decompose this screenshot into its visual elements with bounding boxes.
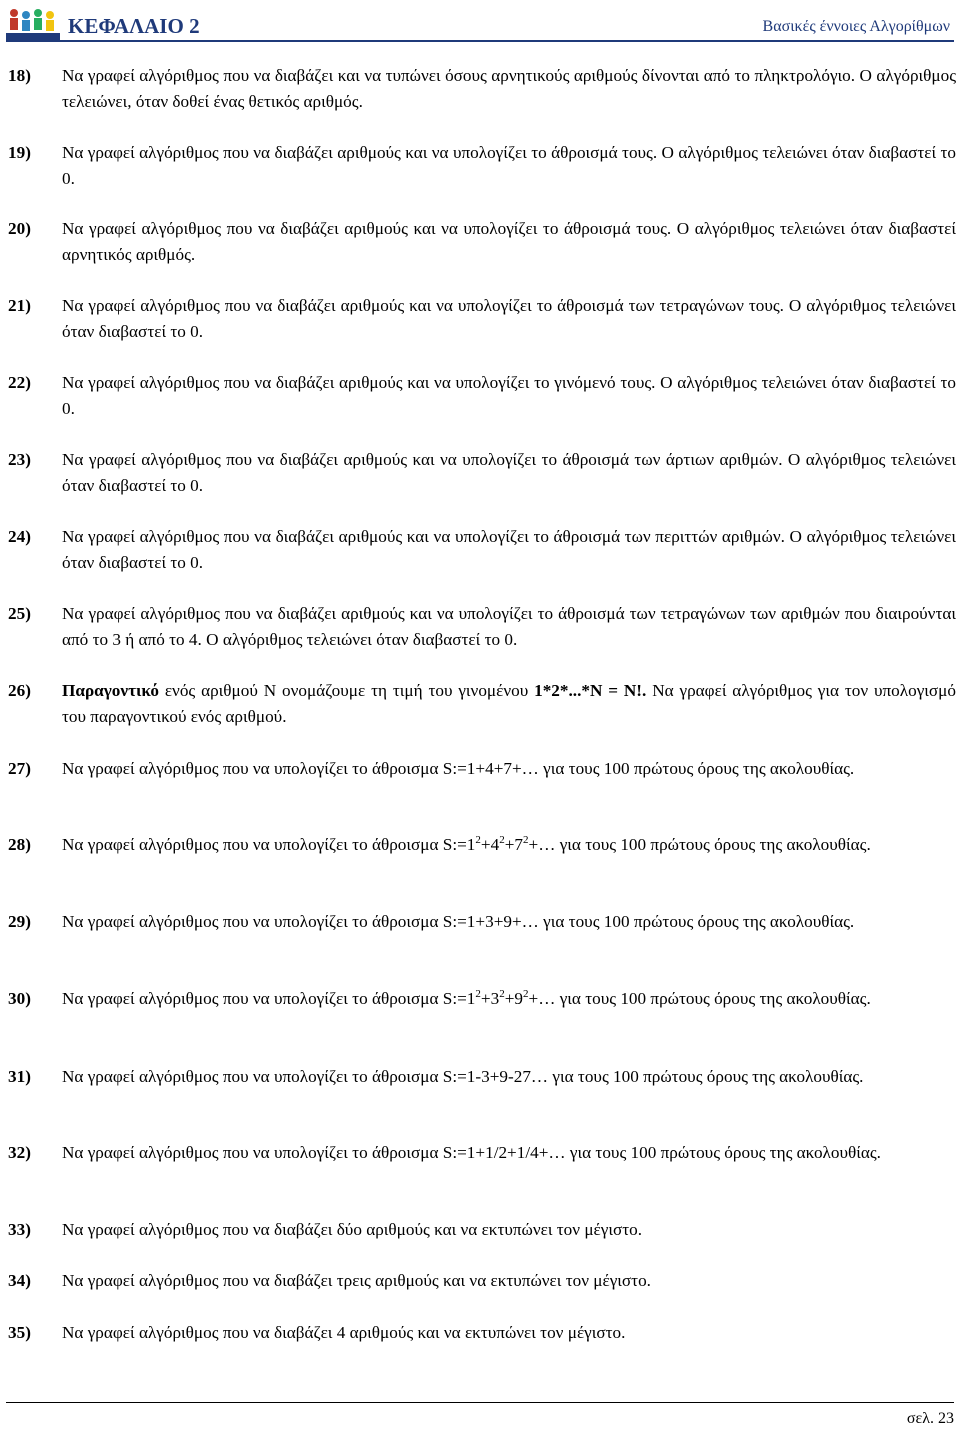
exercise-text: Να γραφεί αλγόριθμος που να διαβάζει αριθμούς και να υπολογίζει το άθροισμά των τετραγώνων των αριθμών που διαιρούνται από το 3 ή από το 4. Ο αλγόριθμος τελειώνει όταν διαβαστεί το 0. (62, 604, 956, 649)
text-part: για τους 100 πρώτους όρους της ακολουθίας. (565, 1143, 881, 1162)
text-part: Να γραφεί αλγόριθμος για τον υπολογισμό του παραγοντικού ενός αριθμού. (62, 681, 956, 726)
text-part: για τους 100 πρώτους όρους της ακολουθίας. (555, 835, 871, 854)
exercise-number: 24) (8, 527, 31, 546)
exercise-number: 27) (8, 759, 31, 778)
exercise-22 (8, 370, 956, 422)
exercise-number: 29) (8, 912, 31, 931)
formula-part: +… (528, 835, 556, 854)
factorial-term: Παραγοντικό (62, 681, 159, 700)
section-title: Βασικές έννοιες Αλγορίθμων (762, 18, 950, 35)
exercise-number: 34) (8, 1271, 31, 1290)
exercise-number: 26) (8, 681, 31, 700)
formula-part: S:=1 (442, 835, 476, 854)
header-rule (6, 40, 954, 42)
text-part: για τους 100 πρώτους όρους της ακολουθίας. (548, 1067, 864, 1086)
series-formula (443, 835, 556, 854)
exercise-number: 20) (8, 219, 31, 238)
text-part: ενός αριθμού Ν ονομάζουμε τη τιμή του γινομένου (158, 681, 535, 700)
formula-part: +… (528, 989, 556, 1008)
exercise-text: Να γραφεί αλγόριθμος που να διαβάζει τρεις αριθμούς και να εκτυπώνει τον μέγιστο. (62, 1271, 651, 1290)
text-part: για τους 100 πρώτους όρους της ακολουθίας. (538, 759, 855, 778)
exercise-text: Να γραφεί αλγόριθμος που να διαβάζει αριθμούς και να υπολογίζει το άθροισμά τους. Ο αλγόριθμος τελειώνει όταν διαβαστεί το 0. (62, 143, 956, 188)
exercise-number: 21) (8, 296, 31, 315)
exercise-text: Να γραφεί αλγόριθμος που να διαβάζει αριθμούς και να υπολογίζει το άθροισμά των περιττών αριθμών. Ο αλγόριθμος τελειώνει όταν διαβαστεί το 0. (62, 527, 956, 572)
exercise-29 (8, 909, 956, 935)
exercise-18 (8, 63, 956, 115)
text-part: Να γραφεί αλγόριθμος που να υπολογίζει το άθροισμα (62, 1067, 443, 1086)
exercise-number: 31) (8, 1067, 31, 1086)
exercise-text (62, 909, 956, 935)
exercise-text: Να γραφεί αλγόριθμος που να διαβάζει αριθμούς και να υπολογίζει το γινόμενό τους. Ο αλγόριθμος τελειώνει όταν διαβαστεί το 0. (62, 373, 956, 418)
exercise-23 (8, 447, 956, 499)
exercise-number: 18) (8, 66, 31, 85)
series-formula (443, 989, 556, 1008)
exercise-number: 28) (8, 835, 31, 854)
text-part: για τους 100 πρώτους όρους της ακολουθίας. (538, 912, 855, 931)
exercise-35 (8, 1320, 956, 1346)
exercise-27 (8, 756, 956, 782)
exercise-number: 25) (8, 604, 31, 623)
text-part: Να γραφεί αλγόριθμος που να υπολογίζει το άθροισμα (62, 759, 443, 778)
formula-part: +3 (480, 989, 500, 1008)
exercise-text (62, 756, 956, 782)
formula-part: +7 (504, 835, 523, 854)
exercise-number: 35) (8, 1323, 31, 1342)
exercise-text (62, 986, 956, 1012)
exercise-text: Να γραφεί αλγόριθμος που να διαβάζει αριθμούς και να υπολογίζει το άθροισμά των τετραγώνων τους. Ο αλγόριθμος τελειώνει όταν διαβαστεί το 0. (62, 296, 956, 341)
factorial-formula: 1*2*...*N = N!. (534, 681, 647, 700)
exercise-text: Να γραφεί αλγόριθμος που να διαβάζει δύο αριθμούς και να εκτυπώνει τον μέγιστο. (62, 1220, 643, 1239)
exercise-24 (8, 524, 956, 576)
formula-part: S:=1 (442, 989, 476, 1008)
exercise-text (62, 832, 956, 858)
exercise-26 (8, 678, 956, 730)
exponent: 2 (499, 834, 505, 846)
exercise-text (62, 1064, 956, 1090)
series-formula: S:=1+1/2+1/4+… (442, 1143, 566, 1162)
exercise-33 (8, 1217, 956, 1243)
chapter-title: ΚΕΦΑΛΑΙΟ 2 (68, 14, 200, 38)
exercise-31 (8, 1064, 956, 1090)
text-part: Να γραφεί αλγόριθμος που να υπολογίζει το άθροισμα (62, 1143, 443, 1162)
exponent: 2 (475, 834, 481, 846)
exercise-19 (8, 140, 956, 192)
series-formula: S:=1+4+7+… (442, 759, 539, 778)
exercise-number: 22) (8, 373, 31, 392)
exercise-number: 32) (8, 1143, 31, 1162)
people-logo-icon (6, 6, 60, 40)
text-part: για τους 100 πρώτους όρους της ακολουθίας. (555, 989, 871, 1008)
exercise-text: Να γραφεί αλγόριθμος που να διαβάζει αριθμούς και να υπολογίζει το άθροισμά τους. Ο αλγόριθμος τελειώνει όταν διαβαστεί αρνητικός αριθμός. (62, 219, 956, 264)
series-formula: S:=1+3+9+… (442, 912, 539, 931)
exercise-text: Να γραφεί αλγόριθμος που να διαβάζει 4 αριθμούς και να εκτυπώνει τον μέγιστο. (62, 1323, 626, 1342)
exercise-30 (8, 986, 956, 1012)
exercise-number: 33) (8, 1220, 31, 1239)
exercise-text (62, 678, 956, 730)
exercise-number: 19) (8, 143, 31, 162)
text-part: Να γραφεί αλγόριθμος που να υπολογίζει το άθροισμα (62, 835, 443, 854)
exercise-21 (8, 293, 956, 345)
exponent: 2 (499, 988, 505, 1000)
exponent: 2 (523, 988, 529, 1000)
page-header (6, 6, 952, 42)
exponent: 2 (523, 834, 529, 846)
exercise-34 (8, 1268, 956, 1294)
exponent: 2 (475, 988, 481, 1000)
exercise-number: 23) (8, 450, 31, 469)
footer-rule (6, 1402, 954, 1403)
exercise-28 (8, 832, 956, 858)
exercise-number: 30) (8, 989, 31, 1008)
series-formula: S:=1-3+9-27… (442, 1067, 549, 1086)
exercise-25 (8, 601, 956, 653)
exercise-text: Να γραφεί αλγόριθμος που να διαβάζει αριθμούς και να υπολογίζει το άθροισμά των άρτιων αριθμών. Ο αλγόριθμος τελειώνει όταν διαβαστεί το 0. (62, 450, 956, 495)
exercise-text (62, 1140, 956, 1166)
formula-part: +4 (480, 835, 500, 854)
page-number: σελ. 23 (906, 1410, 954, 1427)
formula-part: +9 (504, 989, 523, 1008)
exercise-text: Να γραφεί αλγόριθμος που να διαβάζει και να τυπώνει όσους αρνητικούς αριθμούς δίνονται από το πληκτρολόγιο. Ο αλγόριθμος τελειώνει, όταν δοθεί ένας θετικός αριθμός. (62, 66, 956, 111)
text-part: Να γραφεί αλγόριθμος που να υπολογίζει το άθροισμα (62, 989, 443, 1008)
exercise-20 (8, 216, 956, 268)
exercise-32 (8, 1140, 956, 1166)
text-part: Να γραφεί αλγόριθμος που να υπολογίζει το άθροισμα (62, 912, 443, 931)
